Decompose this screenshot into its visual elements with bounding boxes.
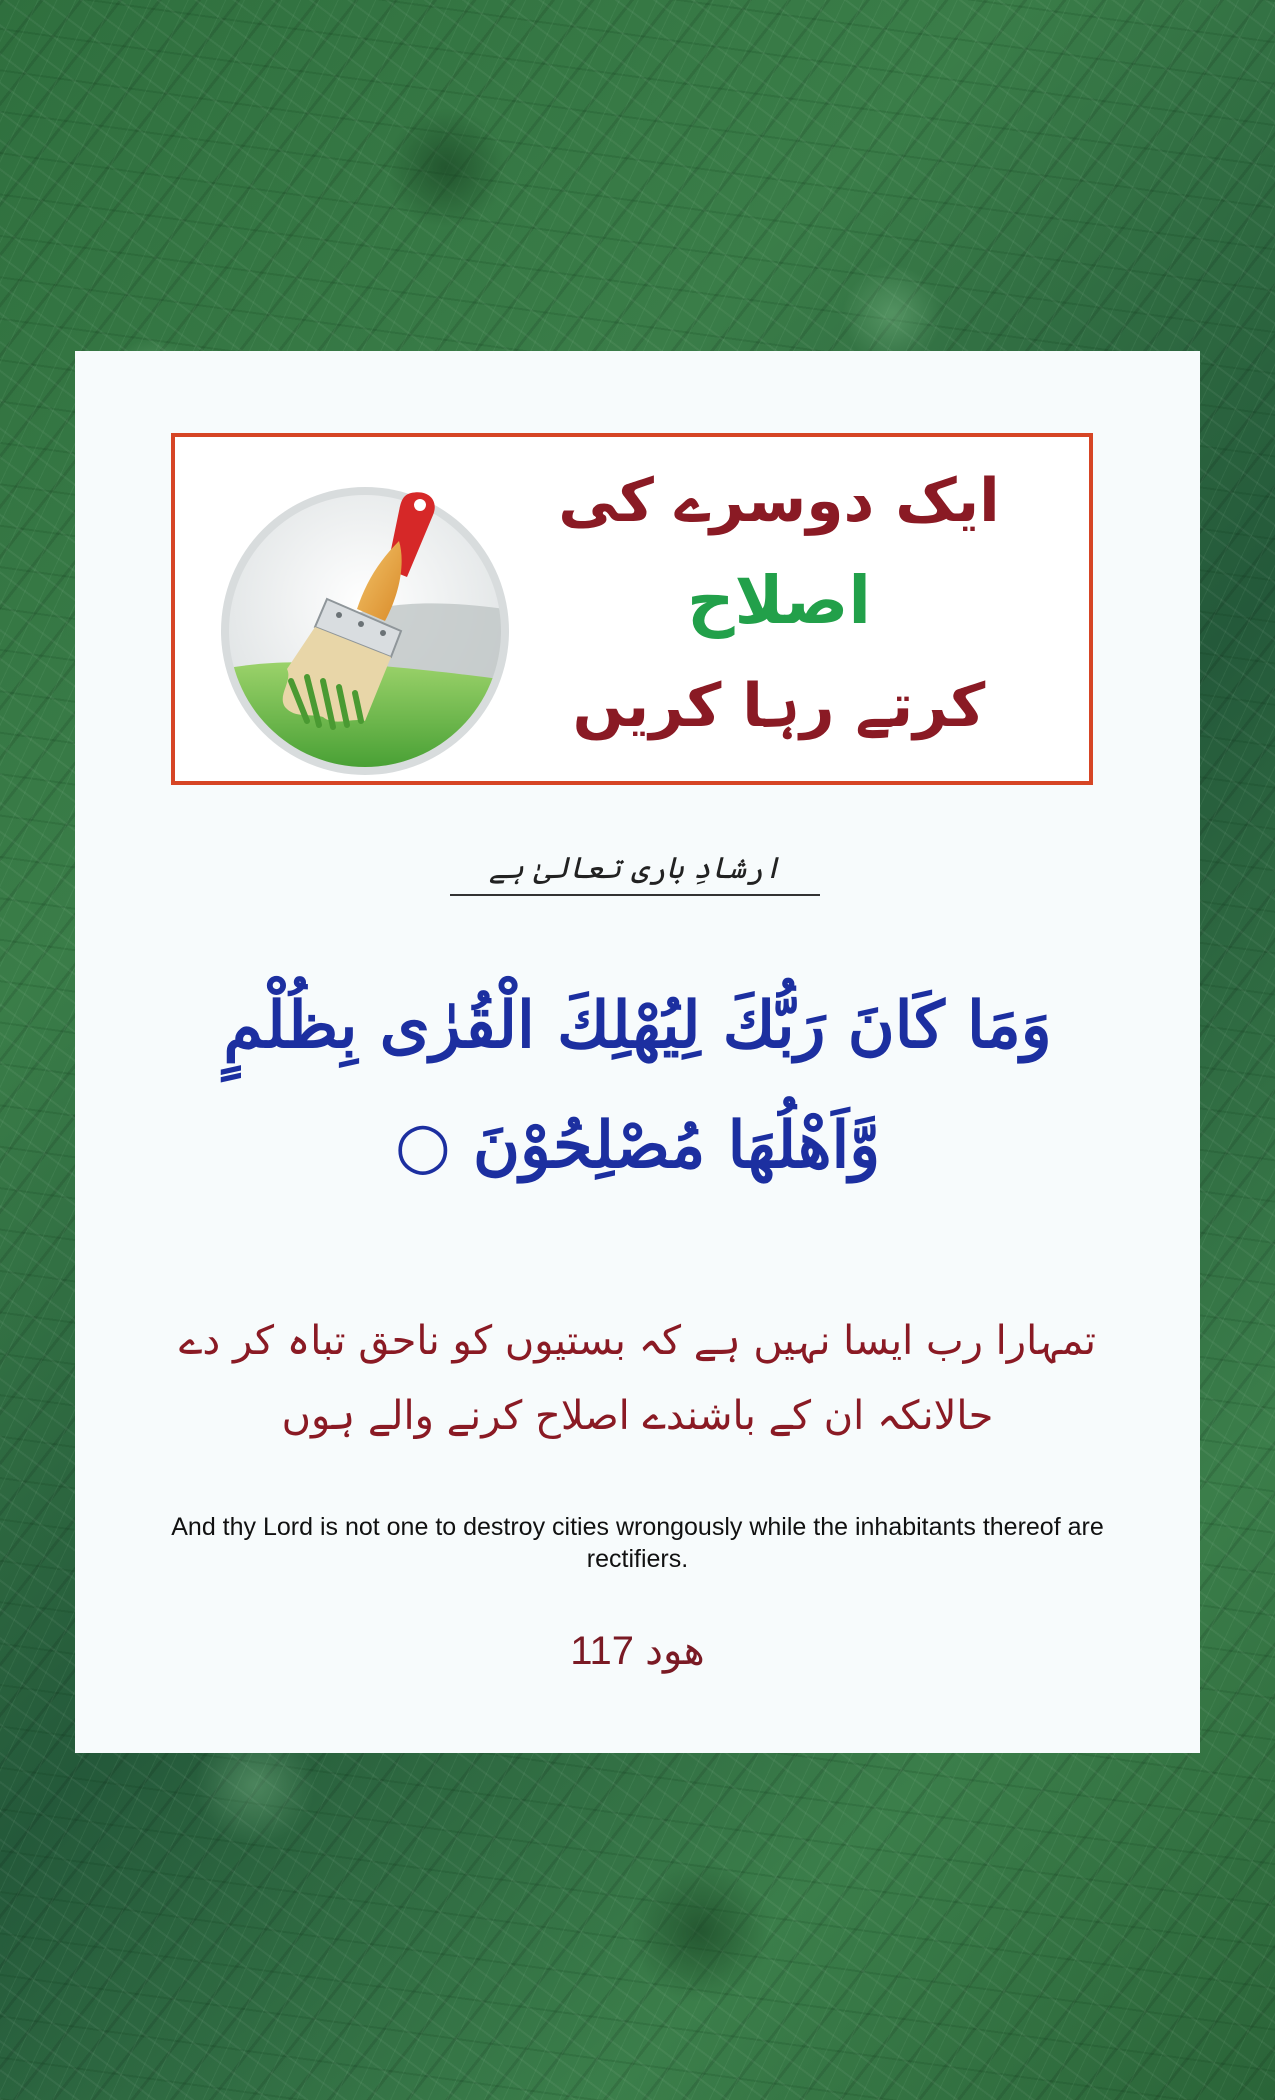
banner-title-line-1: ایک دوسرے کی xyxy=(558,466,1000,536)
arabic-verse-line-2: وَّاَهْلُهَا مُصْلِحُوْنَ ○ xyxy=(394,1108,881,1183)
paint-brush-icon xyxy=(215,481,515,781)
verse-reference xyxy=(135,1621,1140,1681)
banner-title xyxy=(509,451,1049,761)
arabic-verse-line-1: وَمَا كَانَ رَبُّكَ لِيُهْلِكَ الْقُرٰى بِظُلْمٍ xyxy=(223,988,1052,1063)
urdu-translation-line-1: تمہارا رب ایسا نہیں ہے کہ بستیوں کو ناحق تباہ کر دے xyxy=(178,1318,1096,1364)
banner-title-line-3: کرتے رہا کریں xyxy=(572,671,986,741)
urdu-translation-line-2: حالانکہ ان کے باشندے اصلاح کرنے والے ہوں xyxy=(281,1393,994,1439)
section-heading: ارشادِ باری تعالیٰ ہے xyxy=(450,851,820,896)
english-translation: And thy Lord is not one to destroy cities wrongously while the inhabitants thereof are rectifiers. xyxy=(171,1513,1104,1573)
title-banner xyxy=(171,433,1093,785)
surah-name: ھود xyxy=(645,1629,705,1673)
verse-number: 117 xyxy=(570,1629,635,1673)
banner-title-line-2: اصلاح xyxy=(686,562,872,639)
verse-card xyxy=(75,351,1200,1753)
